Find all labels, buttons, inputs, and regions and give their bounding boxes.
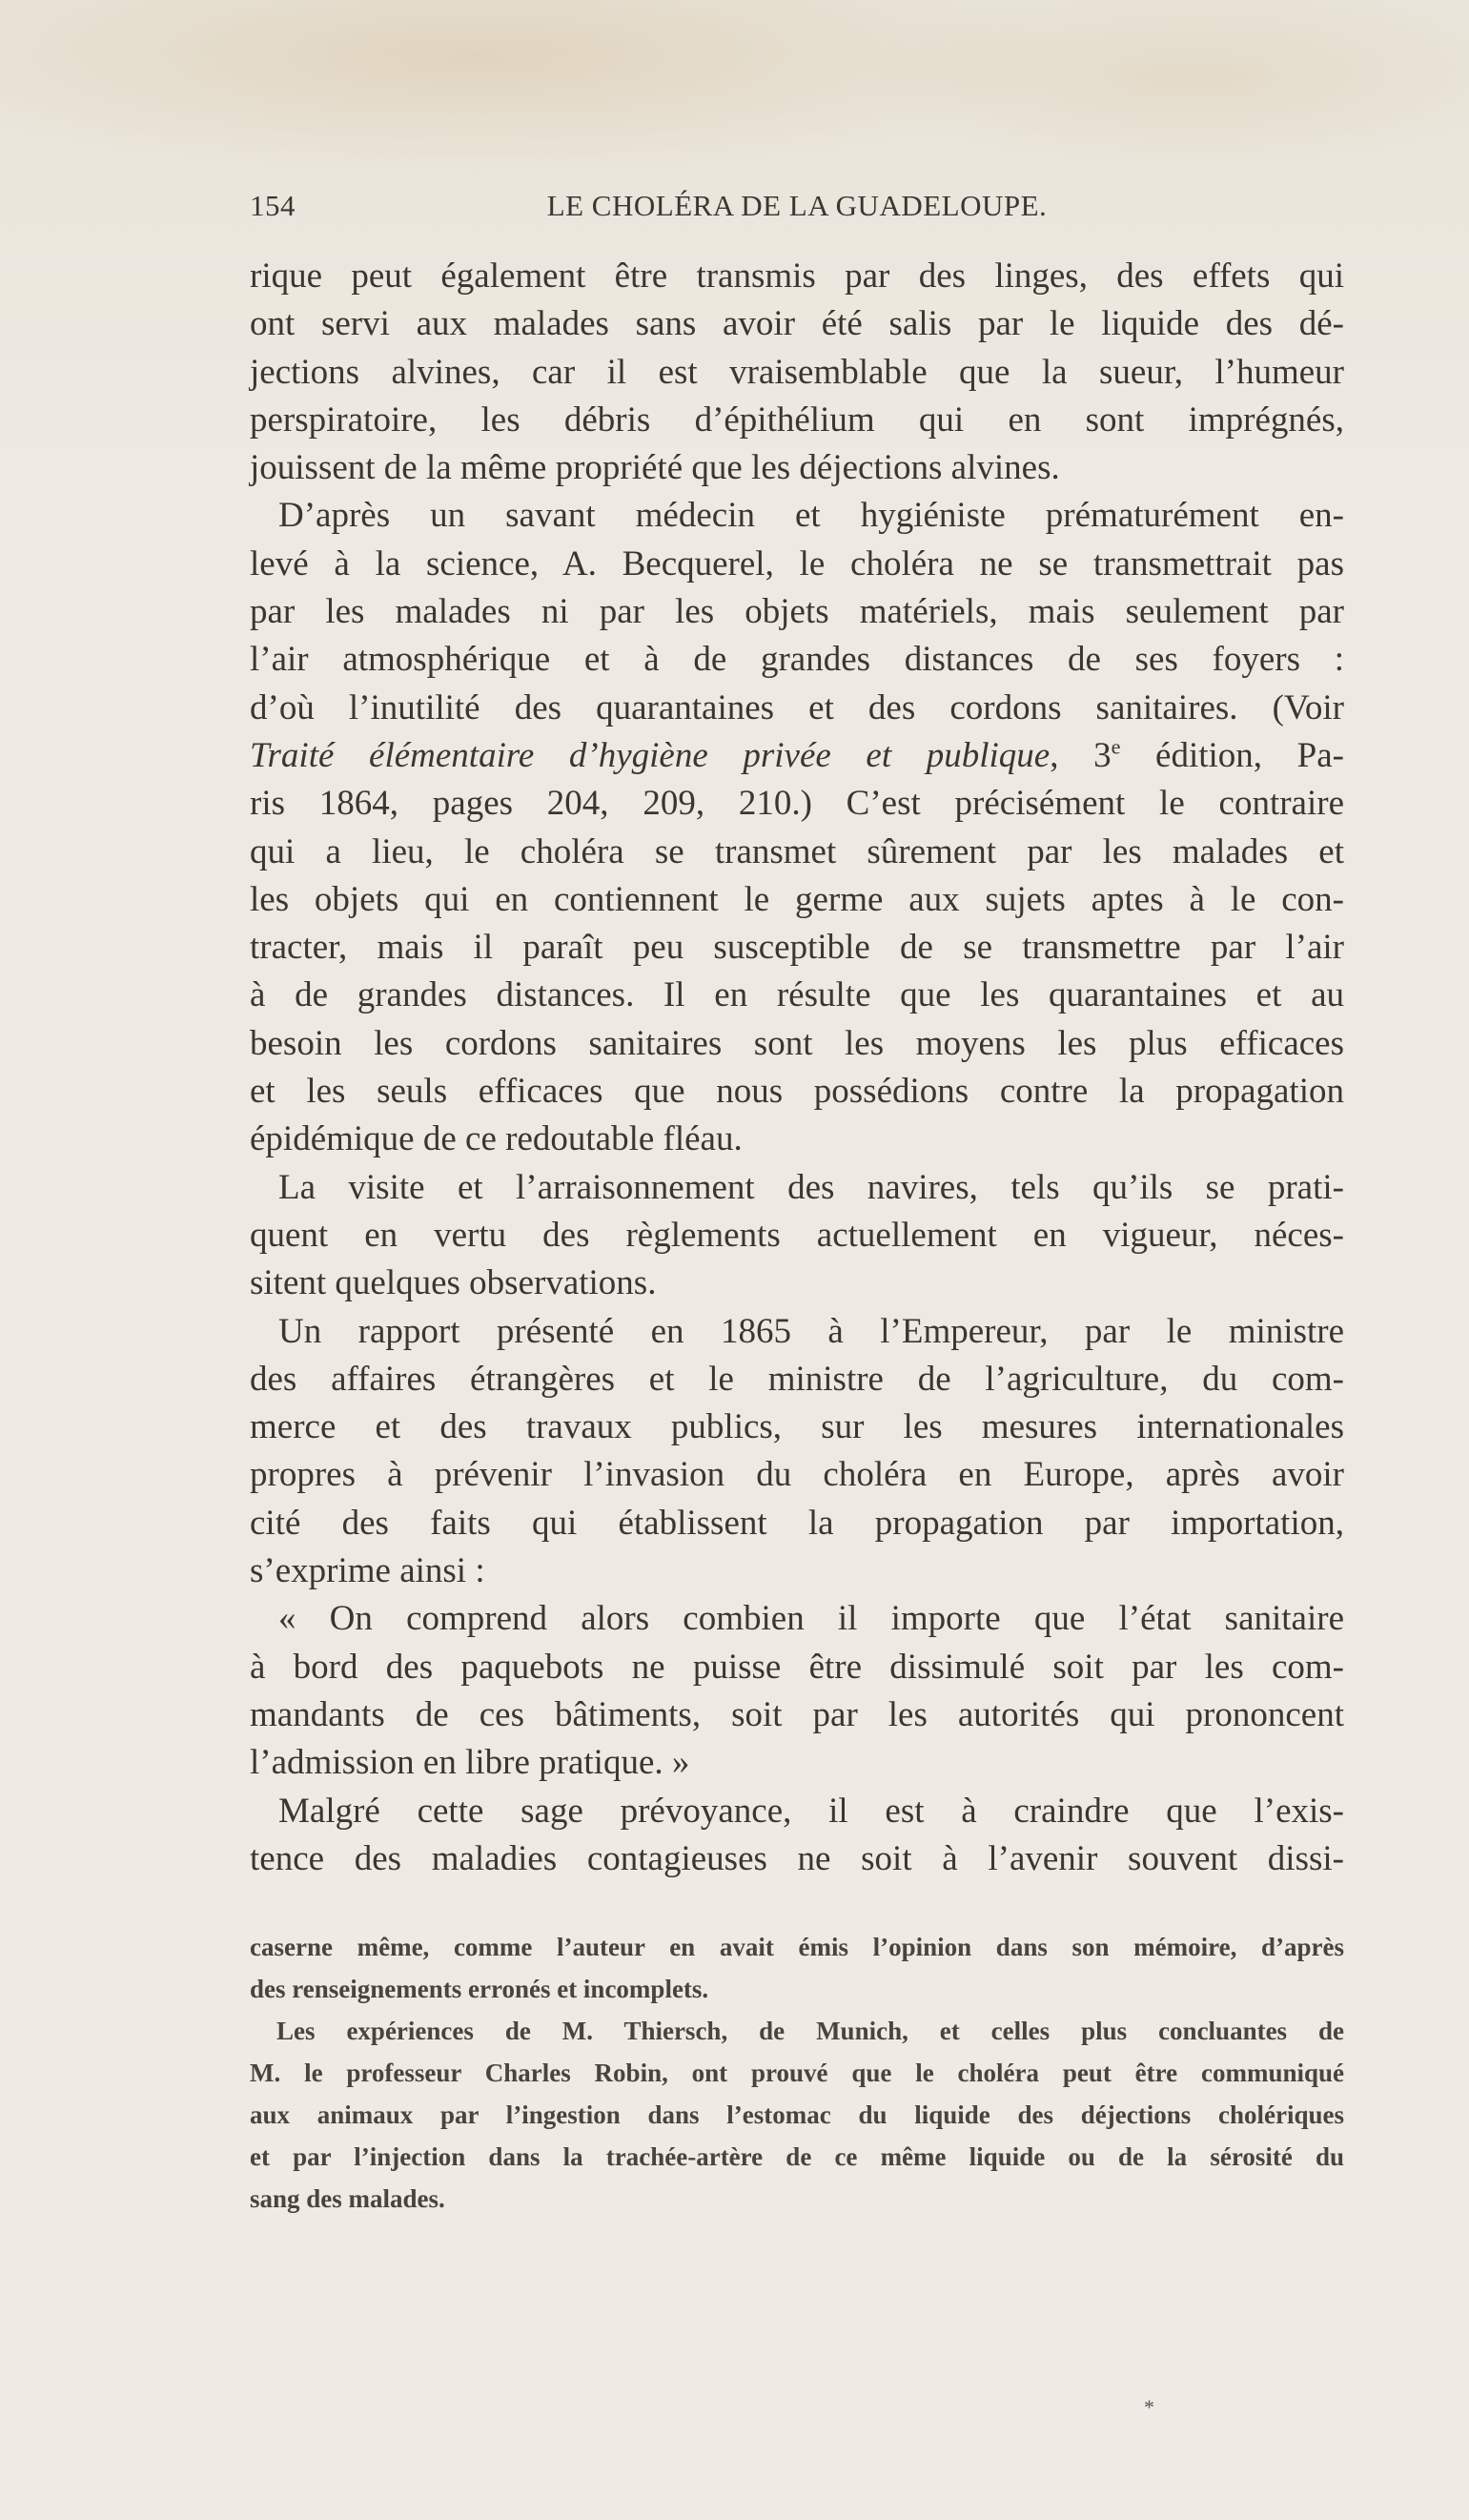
text-segment: l’admission en libre pratique. »: [250, 1743, 690, 1783]
text-segment: à de grandes distances. Il en résulte que les quarantaines et au: [250, 975, 1344, 1015]
body-line: [250, 1212, 1344, 1260]
body-line: [250, 1500, 1344, 1547]
footnote-line: [250, 1926, 1344, 1968]
body-line: [250, 444, 1344, 492]
text-segment: rique peut également être transmis par des linges, des effets qui: [250, 256, 1344, 296]
text-segment: des affaires étrangères et le ministre de l’agriculture, du com-: [250, 1359, 1344, 1399]
text-segment: édition, Pa-: [1120, 735, 1344, 775]
body-line: [250, 1403, 1344, 1451]
text-segment: sitent quelques observations.: [250, 1263, 657, 1303]
body-line: [250, 1595, 1344, 1643]
text-segment: épidémique de ce redoutable fléau.: [250, 1119, 743, 1159]
italic-title: Traité élémentaire d’hygiène privée et publique: [250, 735, 1051, 775]
text-segment: tracter, mais il paraît peu susceptible de se transmettre par l’air: [250, 928, 1344, 968]
text-segment: perspiratoire, les débris d’épithélium qui en sont imprégnés,: [250, 400, 1344, 440]
footnote-line: [250, 2010, 1344, 2052]
body-line: [250, 1788, 1344, 1835]
running-title: LE CHOLÉRA DE LA GUADELOUPE.: [546, 189, 1048, 222]
text-segment: ont servi aux malades sans avoir été salis par le liquide des dé-: [250, 304, 1344, 344]
text-segment: ris 1864, pages 204, 209, 210.) C’est précisément le contraire: [250, 784, 1344, 824]
text-segment: jouissent de la même propriété que les déjections alvines.: [250, 448, 1060, 488]
body-line: [250, 685, 1344, 732]
text-segment: Les expériences de M. Thiersch, de Munich, et celles plus concluantes de: [276, 2017, 1344, 2045]
body-line: [250, 397, 1344, 444]
text-segment: La visite et l’arraisonnement des navires, tels qu’ils se prati-: [278, 1167, 1344, 1207]
body-line: [250, 1547, 1344, 1595]
text-segment: , 3: [1050, 735, 1112, 775]
footnote-line: [250, 2094, 1344, 2136]
text-segment: et par l’injection dans la trachée-artère de ce même liquide ou de la sérosité du: [250, 2142, 1344, 2171]
body-line: [250, 1164, 1344, 1212]
body-line: [250, 1356, 1344, 1403]
body-line: [250, 924, 1344, 972]
footnote-line: [250, 2178, 1344, 2220]
body-line: [250, 780, 1344, 828]
text-segment: quent en vertu des règlements actuellement en vigueur, néces-: [250, 1215, 1344, 1255]
body-line: [250, 829, 1344, 876]
body-line: [250, 1020, 1344, 1068]
body-text: [250, 253, 1344, 1883]
body-line: [250, 492, 1344, 540]
text-segment: s’exprime ainsi :: [250, 1551, 485, 1591]
text-segment: Malgré cette sage prévoyance, il est à craindre que l’exis-: [278, 1791, 1344, 1831]
text-segment: besoin les cordons sanitaires sont les moyens les plus efficaces: [250, 1023, 1344, 1063]
text-segment: cité des faits qui établissent la propagation par importation,: [250, 1503, 1344, 1543]
body-line: [250, 1308, 1344, 1356]
text-segment: à bord des paquebots ne puisse être dissimulé soit par les com-: [250, 1647, 1344, 1687]
text-segment: Un rapport présenté en 1865 à l’Empereur, par le ministre: [278, 1311, 1344, 1351]
body-line: [250, 253, 1344, 300]
text-segment: propres à prévenir l’invasion du choléra en Europe, après avoir: [250, 1455, 1344, 1495]
text-segment: levé à la science, A. Becquerel, le choléra ne se transmettrait pas: [250, 543, 1344, 584]
body-line: [250, 972, 1344, 1019]
body-line: [250, 349, 1344, 397]
footnote-line: [250, 1968, 1344, 2010]
text-segment: d’où l’inutilité des quarantaines et des cordons sanitaires. (Voir: [250, 687, 1344, 727]
text-segment: aux animaux par l’ingestion dans l’estomac du liquide des déjections cholériques: [250, 2100, 1344, 2129]
body-line: [250, 1739, 1344, 1787]
text-segment: « On comprend alors combien il importe que l’état sanitaire: [278, 1599, 1344, 1639]
body-line: [250, 300, 1344, 348]
text-segment: D’après un savant médecin et hygiéniste prématurément en-: [278, 496, 1344, 536]
text-segment: des renseignements erronés et incomplets.: [250, 1975, 709, 2003]
footnote-line: [250, 2136, 1344, 2178]
text-segment: qui a lieu, le choléra se transmet sûrement par les malades et: [250, 831, 1344, 871]
text-segment: et les seuls efficaces que nous possédions contre la propagation: [250, 1072, 1344, 1112]
body-line: [250, 1451, 1344, 1499]
body-line: [250, 732, 1344, 780]
body-line: [250, 1068, 1344, 1116]
body-line: [250, 541, 1344, 588]
body-line: [250, 876, 1344, 924]
text-segment: mandants de ces bâtiments, soit par les autorités qui prononcent: [250, 1694, 1344, 1734]
body-line: [250, 636, 1344, 684]
body-line: [250, 1116, 1344, 1163]
text-segment: M. le professeur Charles Robin, ont prouvé que le choléra peut être communiqué: [250, 2059, 1344, 2087]
text-segment: tence des maladies contagieuses ne soit à l’avenir souvent dissi-: [250, 1838, 1344, 1878]
text-segment: sang des malades.: [250, 2184, 445, 2213]
superscript: e: [1111, 734, 1121, 759]
body-line: [250, 1691, 1344, 1739]
text-segment: l’air atmosphérique et à de grandes distances de ses foyers :: [250, 640, 1344, 680]
text-segment: merce et des travaux publics, sur les mesures internationales: [250, 1407, 1344, 1447]
body-line: [250, 1644, 1344, 1691]
footnotes: [250, 1926, 1344, 2220]
body-line: [250, 1260, 1344, 1307]
footnote-line: [250, 2052, 1344, 2094]
body-line: [250, 588, 1344, 636]
text-segment: par les malades ni par les objets matériels, mais seulement par: [250, 592, 1344, 632]
text-segment: les objets qui en contiennent le germe aux sujets aptes à le con-: [250, 879, 1344, 919]
printer-mark: *: [1144, 2395, 1154, 2419]
running-header: [250, 189, 1344, 231]
page-number: 154: [250, 189, 296, 222]
text-segment: jections alvines, car il est vraisemblable que la sueur, l’humeur: [250, 352, 1344, 392]
text-segment: caserne même, comme l’auteur en avait émis l’opinion dans son mémoire, d’après: [250, 1933, 1344, 1961]
body-line: [250, 1835, 1344, 1883]
